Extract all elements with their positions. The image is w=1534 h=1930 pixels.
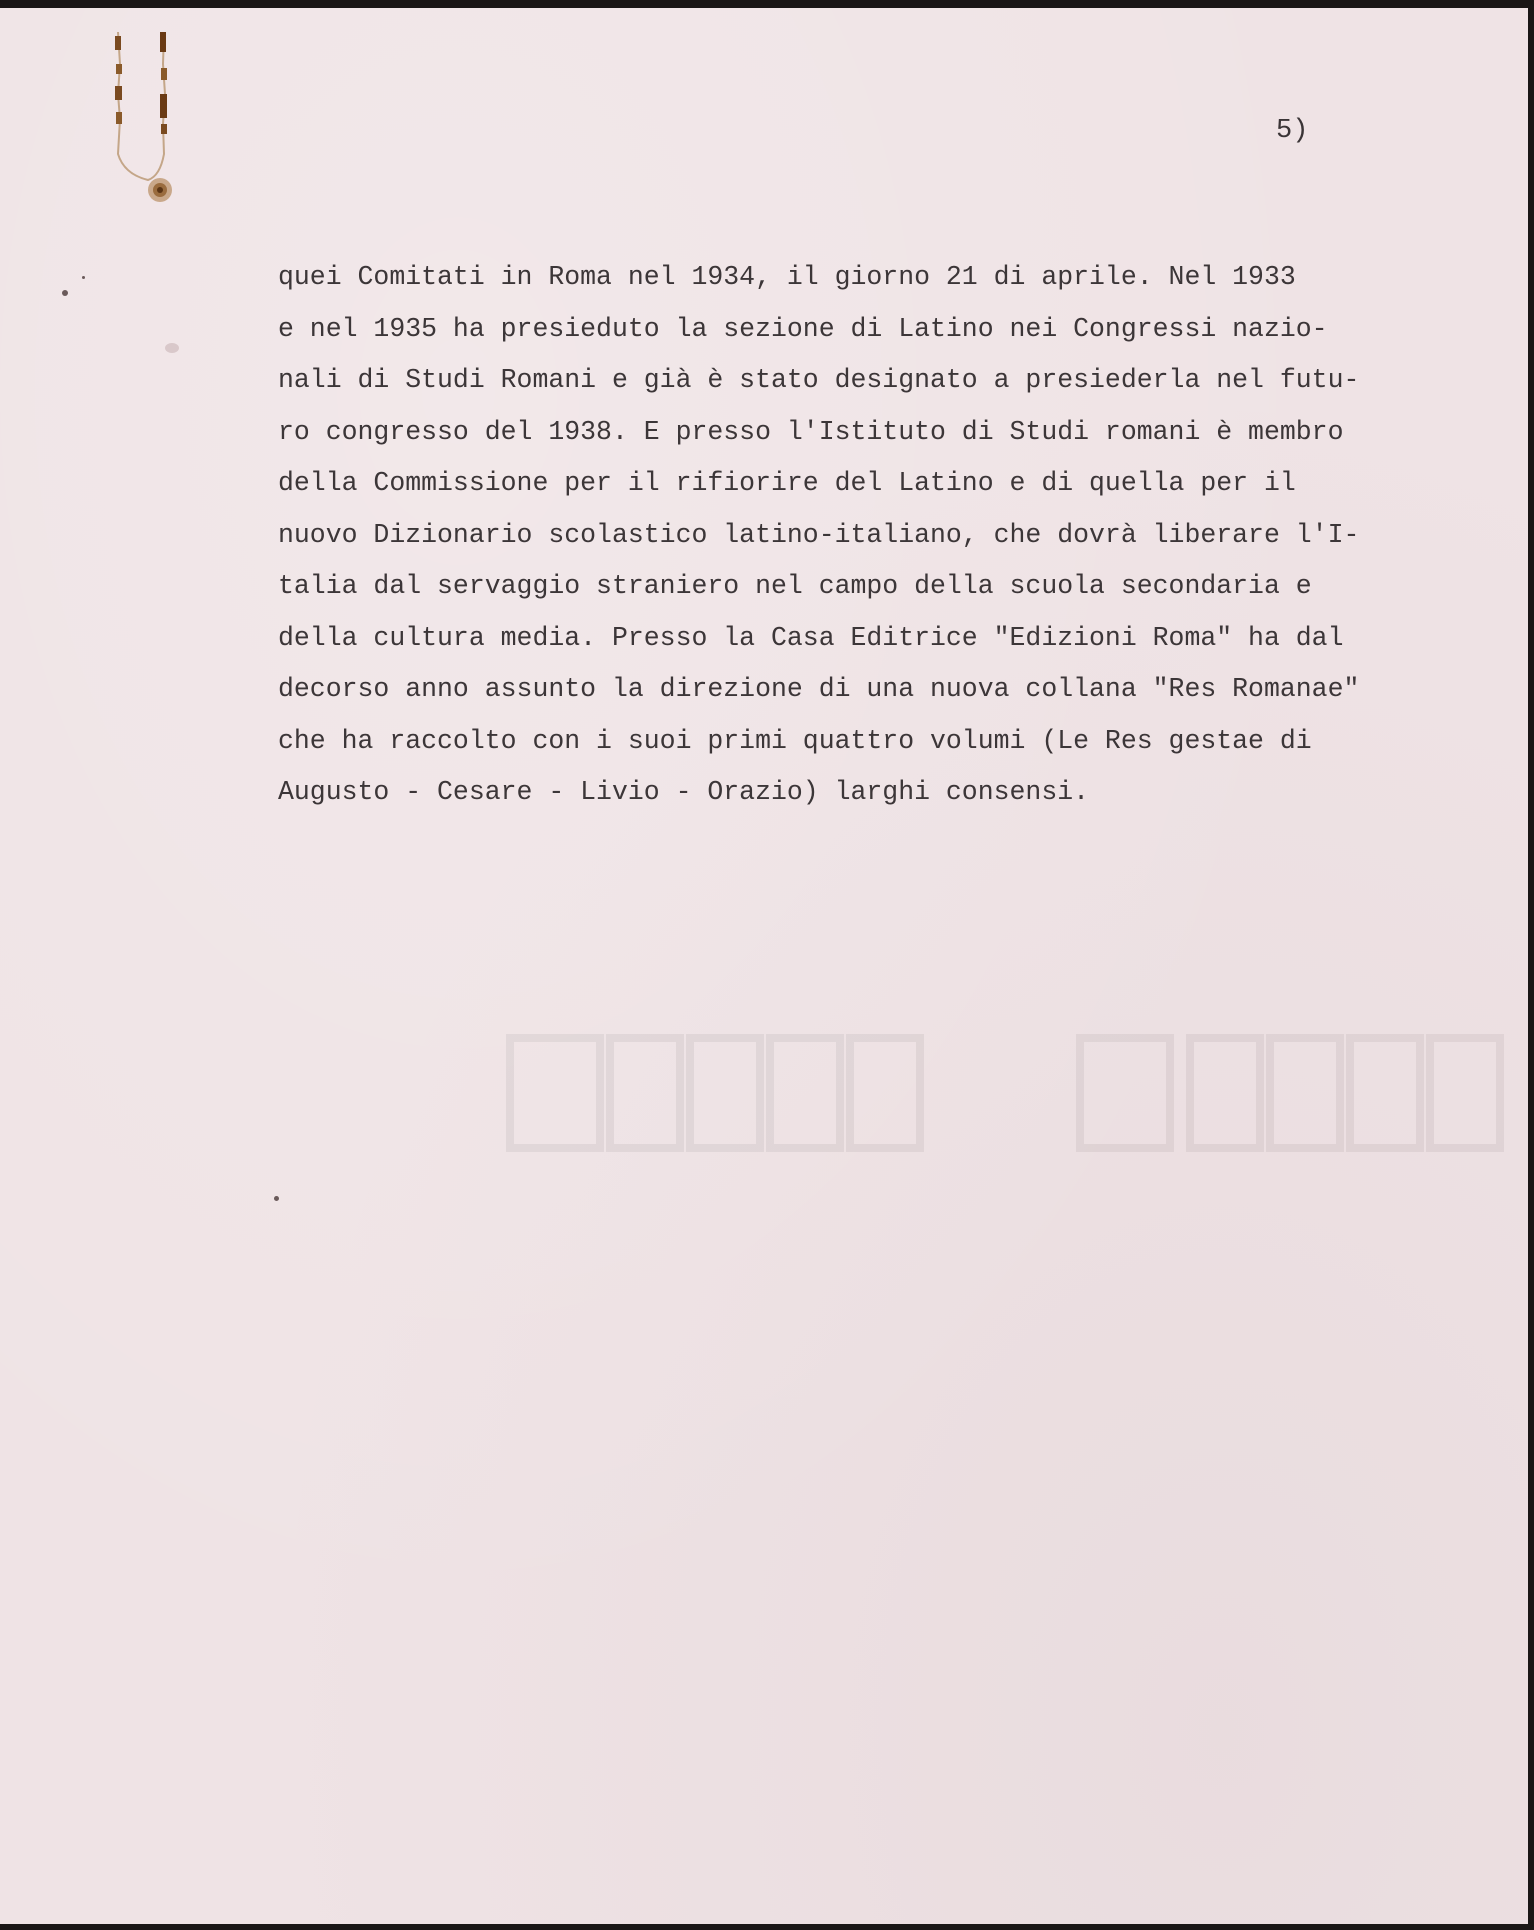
paper-speck xyxy=(274,1196,279,1201)
text-line: ro congresso del 1938. E presso l'Istituto di Studi romani è membro xyxy=(278,416,1344,447)
text-line: e nel 1935 ha presieduto la sezione di Latino nei Congressi nazio- xyxy=(278,313,1328,344)
staple-rust-marks-icon xyxy=(108,24,178,214)
text-line: quei Comitati in Roma nel 1934, il giorno 21 di aprile. Nel 1933 xyxy=(278,262,1296,292)
paper-speck xyxy=(165,343,179,353)
body-paragraph xyxy=(278,252,1498,819)
text-line: della Commissione per il rifiorire del Latino e di quella per il xyxy=(278,468,1296,498)
text-line: Augusto - Cesare - Livio - Orazio) larghi consensi. xyxy=(278,777,1090,807)
paper-speck xyxy=(82,276,85,279)
bleed-through-stamp-icon xyxy=(500,1018,1528,1168)
text-line: nuovo Dizionario scolastico latino-italiano, che dovrà liberare l'I- xyxy=(278,519,1360,550)
paper-speck xyxy=(62,290,68,296)
text-line: talia dal servaggio straniero nel campo della scuola secondaria e xyxy=(278,571,1312,601)
text-line: decorso anno assunto la direzione di una nuova collana "Res Romanae" xyxy=(278,674,1360,704)
text-line: della cultura media. Presso la Casa Editrice "Edizioni Roma" ha dal xyxy=(278,622,1344,653)
page-number: 5) xyxy=(1276,116,1309,146)
text-line: che ha raccolto con i suoi primi quattro volumi (Le Res gestae di xyxy=(278,725,1312,756)
text-line: nali di Studi Romani e già è stato designato a presiederla nel futu- xyxy=(278,365,1360,395)
document-page xyxy=(0,8,1528,1924)
